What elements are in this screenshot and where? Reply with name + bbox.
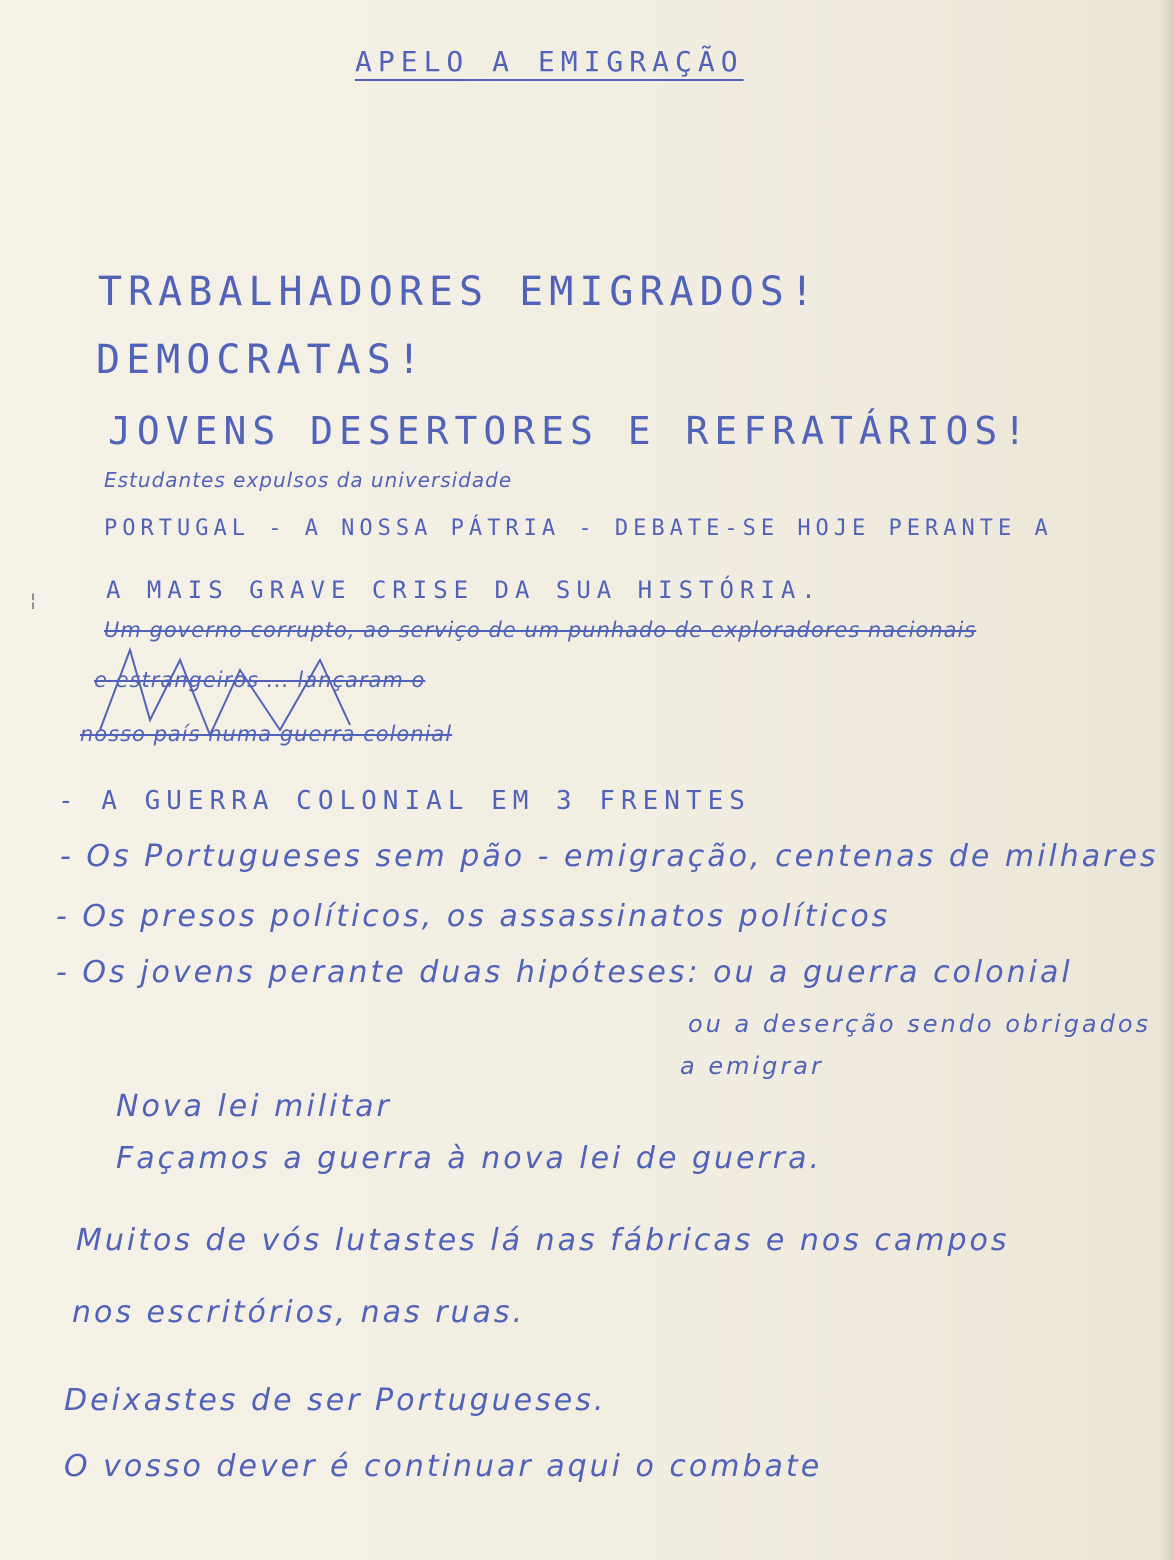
line-jovens-hipoteses: - Os jovens perante duas hipóteses: ou a guerra colonial bbox=[56, 955, 1073, 990]
line-estudantes: Estudantes expulsos da universidade bbox=[104, 468, 513, 492]
line-governo-struck: Um governo corrupto, ao serviço de um punhado de exploradores nacionais bbox=[104, 618, 977, 642]
scribble-mark bbox=[90, 640, 390, 750]
line-estrangeiros-struck: e estrangeiros ... lançaram o bbox=[94, 668, 426, 692]
line-facamos: Façamos a guerra à nova lei de guerra. bbox=[116, 1141, 823, 1176]
line-deixastes: Deixastes de ser Portugueses. bbox=[64, 1383, 607, 1418]
line-lei-militar: Nova lei militar bbox=[116, 1089, 392, 1124]
line-guerra-struck: nosso país numa guerra colonial bbox=[80, 722, 453, 746]
line-emigrar: a emigrar bbox=[680, 1052, 824, 1080]
line-dever: O vosso dever é continuar aqui o combate bbox=[64, 1449, 823, 1484]
line-sem-pao: - Os Portugueses sem pão - emigração, centenas de milhares bbox=[60, 839, 1159, 874]
line-portugal: PORTUGAL - A NOSSA PÁTRIA - DEBATE-SE HOJE PERANTE A bbox=[104, 516, 1053, 541]
line-trabalhadores: TRABALHADORES EMIGRADOS! bbox=[98, 269, 820, 315]
line-crise: A MAIS GRAVE CRISE DA SUA HISTÓRIA. bbox=[106, 576, 822, 604]
line-jovens: JOVENS DESERTORES E REFRATÁRIOS! bbox=[108, 409, 1033, 453]
document-title: APELO A EMIGRAÇÃO bbox=[355, 45, 744, 78]
line-desercao: ou a deserção sendo obrigados bbox=[688, 1010, 1152, 1038]
line-presos: - Os presos políticos, os assassinatos políticos bbox=[56, 899, 891, 934]
line-escritorios: nos escritórios, nas ruas. bbox=[72, 1295, 526, 1330]
paper-edge-shadow bbox=[1159, 0, 1173, 1560]
margin-mark: ¦ bbox=[30, 590, 37, 611]
line-guerra-colonial: - A GUERRA COLONIAL EM 3 FRENTES bbox=[58, 786, 751, 816]
line-muitos: Muitos de vós lutastes lá nas fábricas e nos campos bbox=[76, 1223, 1010, 1258]
line-democratas: DEMOCRATAS! bbox=[96, 337, 427, 383]
